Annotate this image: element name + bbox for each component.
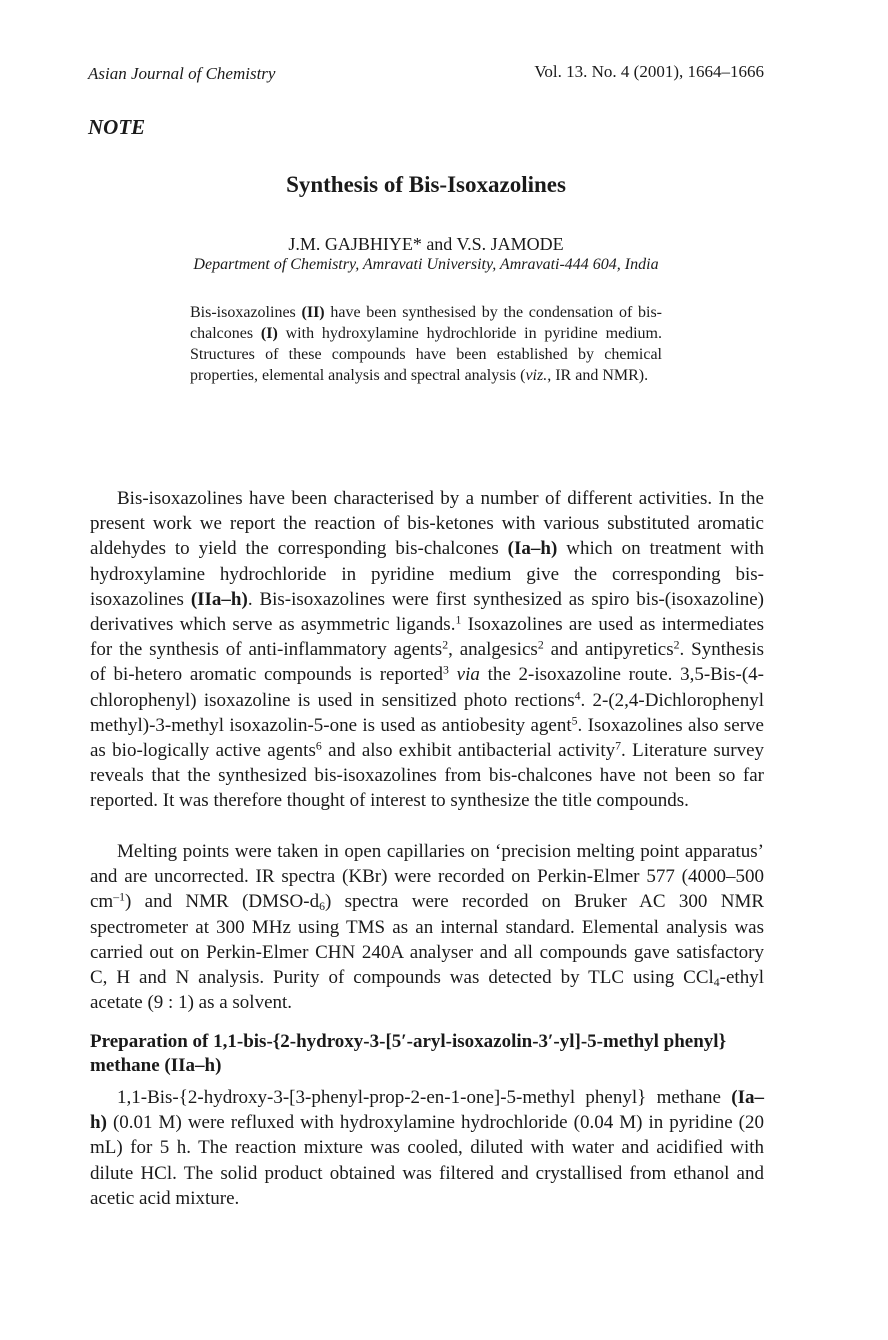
superscript: –1 <box>113 890 125 904</box>
affiliation: Department of Chemistry, Amravati University, Amravati-444 604, India <box>193 256 659 273</box>
abstract-text: have been synthesised by the condensation of bis-chalcones <box>190 304 663 342</box>
paper-title: Synthesis of Bis-Isoxazolines <box>286 172 566 197</box>
text: . Synthesis of bi-hetero aromatic compounds is reported <box>90 639 765 686</box>
abstract-compound: (I) <box>260 325 278 342</box>
body-paragraph-2 <box>90 839 764 1015</box>
text: which on treatment with hydroxylamine hydrochloride in pyridine medium give the corresponding bis-isoxazolines <box>90 538 764 610</box>
text: . Bis-isoxazolines were first synthesized as spiro bis-(isoxazoline) derivatives which serve as asymmetric ligands. <box>90 588 764 636</box>
body-paragraph-3 <box>90 1085 764 1211</box>
text: 1,1-Bis-{2-hydroxy-3-[3-phenyl-prop-2-en-1-one]-5-methyl phenyl} methane <box>117 1087 732 1108</box>
text: (0.01 M) were refluxed with hydroxylamine hydrochloride (0.04 M) in pyridine (20 mL) for 5 h. The reaction mixture was cooled, diluted with water and acidified with dilute HCl. The solid product obtained was filtered and crystallised from ethanol and acetic acid mixture. <box>90 1112 764 1209</box>
text: Melting points were taken in open capillaries on ‘precision melting point apparatus’ and are uncorrected. IR spectra (KBr) were recorded on Perkin-Elmer 577 (4000–500 cm <box>90 841 764 913</box>
text: ) and NMR (DMSO-d <box>124 891 320 913</box>
text: -ethyl acetate (9 : 1) as a solvent. <box>90 967 764 1014</box>
citation-ref: 2 <box>537 638 544 652</box>
abstract-text: with hydroxylamine hydrochloride in pyridine medium. Structures of these compounds have been established by chemical properties, elemental analysis and spectral analysis ( <box>190 325 663 384</box>
compound-label: (Ia–h) <box>507 538 558 560</box>
citation-ref: 2 <box>442 638 449 652</box>
text: Isoxazolines are used as intermediates for the synthesis of anti-inflammatory agents <box>90 614 764 661</box>
text: ) spectra were recorded on Bruker AC 300 NMR spectrometer at 300 MHz using TMS as an internal standard. Elemental analysis was carried out on Perkin-Elmer CHN 240A analyser and all compounds gave satisfactory C, H and N analysis. Purity of compounds was detected by TLC using CCl <box>90 891 765 989</box>
section-heading: Preparation of 1,1-bis-{2-hydroxy-3-[5′-aryl-isoxazolin-3′-yl]-5-methyl phenyl} methane (IIa–h) <box>90 1031 727 1076</box>
compound-label: (Ia–h) <box>90 1087 764 1134</box>
abstract <box>190 302 662 386</box>
citation-ref: 3 <box>443 663 449 677</box>
citation-ref: 2 <box>673 638 680 652</box>
italic-text: via <box>448 664 480 686</box>
citation-ref: 6 <box>315 739 322 753</box>
citation-ref: 7 <box>615 739 622 753</box>
abstract-text: , IR and NMR). <box>547 367 649 384</box>
citation-ref: 4 <box>574 689 581 703</box>
text: . Isoxazolines also serve as bio-logically active agents <box>90 714 764 762</box>
subscript: 4 <box>713 975 720 989</box>
citation-ref: 1 <box>455 613 462 627</box>
abstract-compound: (II) <box>301 304 325 321</box>
note-label: NOTE <box>88 115 146 139</box>
text: . 2-(2,4-Dichlorophenyl methyl)-3-methyl isoxazolin-5-one is used as antiobesity agent <box>90 689 764 736</box>
body-paragraph-1 <box>90 486 764 814</box>
text: and antipyretics <box>543 639 674 661</box>
text: Bis-isoxazolines have been characterised by a number of different activities. In the present work we report the reaction of bis-ketones with various substituted aromatic aldehydes to yield the corresponding bis-chalcones <box>90 488 764 560</box>
text: . Literature survey reveals that the synthesized bis-isoxazolines from bis-chalcones have not been so far reported. It was therefore thought of interest to synthesize the title compounds. <box>90 740 764 812</box>
authors: J.M. GAJBHIYE* and V.S. JAMODE <box>288 234 564 254</box>
text: , analgesics <box>448 639 538 661</box>
abstract-italic: viz. <box>525 367 548 384</box>
text: and also exhibit antibacterial activity <box>321 740 616 762</box>
abstract-text: Bis-isoxazolines <box>190 304 302 321</box>
running-head-citation: Vol. 13. No. 4 (2001), 1664–1666 <box>534 62 764 81</box>
compound-label: (IIa–h) <box>190 588 248 610</box>
subscript: 6 <box>319 900 325 914</box>
running-head-journal: Asian Journal of Chemistry <box>88 64 276 83</box>
citation-ref: 5 <box>571 714 578 728</box>
text: the 2-isoxazoline route. 3,5-Bis-(4-chlorophenyl) isoxazoline is used in sensitized photo rections <box>90 664 765 711</box>
